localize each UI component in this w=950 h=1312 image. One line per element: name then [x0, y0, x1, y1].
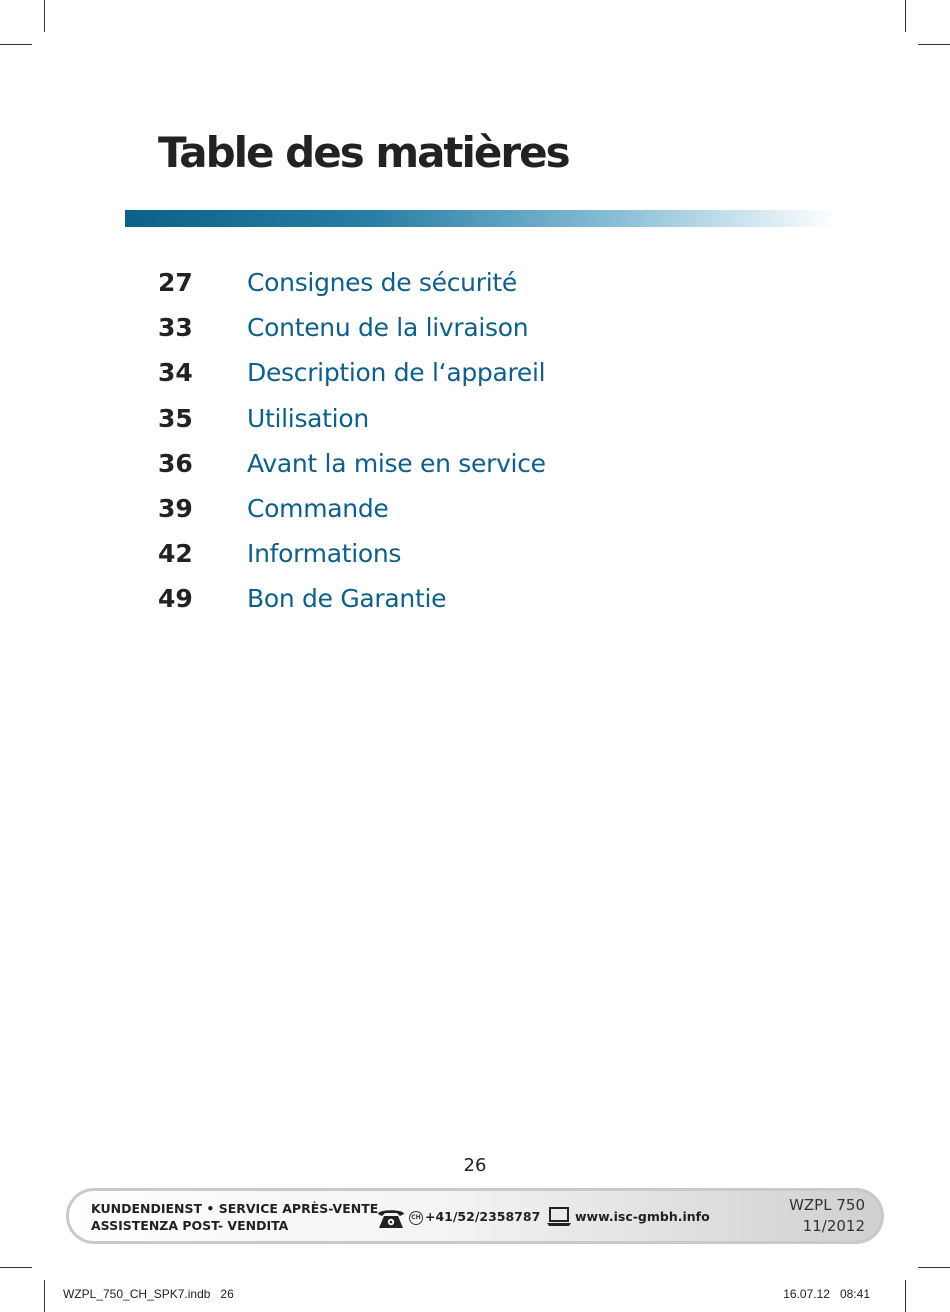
service-line-1: KUNDENDIENST • SERVICE APRÈS-VENTE: [91, 1201, 379, 1216]
crop-mark: [918, 1267, 950, 1268]
toc-entry[interactable]: [158, 358, 758, 403]
phone-number[interactable]: +41/52/2358787: [425, 1209, 541, 1224]
toc-label[interactable]: Avant la mise en service: [247, 448, 546, 478]
page-title: Table des matières: [158, 128, 569, 177]
telephone-icon: [376, 1206, 406, 1230]
toc-page-number: 36: [158, 448, 193, 478]
toc-entry[interactable]: [158, 584, 758, 629]
toc-entry[interactable]: [158, 539, 758, 584]
toc-page-number: 42: [158, 539, 193, 569]
toc-label[interactable]: Consignes de sécurité: [247, 268, 517, 297]
toc-page-number: 39: [158, 493, 193, 523]
toc-page-number: 33: [158, 313, 193, 343]
toc-label[interactable]: Bon de Garantie: [247, 584, 447, 614]
service-footer-inner: [69, 1191, 881, 1241]
toc-page-number: 35: [158, 403, 193, 433]
toc-label[interactable]: Informations: [247, 539, 402, 569]
toc-entry[interactable]: [158, 494, 758, 539]
table-of-contents: [158, 268, 758, 630]
laptop-icon: [546, 1206, 572, 1228]
toc-entry[interactable]: [158, 313, 758, 358]
toc-page-number: 27: [158, 268, 193, 297]
print-slug-timestamp: 16.07.12 08:41: [783, 1287, 870, 1301]
crop-mark: [44, 1280, 45, 1312]
crop-mark: [44, 0, 45, 32]
model-info: [789, 1195, 865, 1237]
model-name: WZPL 750: [789, 1196, 865, 1214]
toc-label[interactable]: Utilisation: [247, 403, 369, 433]
crop-mark: [905, 0, 906, 32]
country-badge: CH: [409, 1211, 423, 1225]
service-label: [91, 1200, 378, 1234]
crop-mark: [0, 44, 32, 45]
service-line-2: ASSISTENZA POST- VENDITA: [91, 1218, 289, 1233]
service-footer: [66, 1188, 884, 1244]
crop-mark: [918, 44, 950, 45]
toc-entry[interactable]: [158, 404, 758, 449]
print-slug-file: WZPL_750_CH_SPK7.indb 26: [63, 1287, 234, 1301]
toc-page-number: 49: [158, 584, 193, 614]
title-gradient-bar: [125, 210, 837, 227]
toc-label[interactable]: Description de l‘appareil: [247, 358, 546, 388]
toc-label[interactable]: Contenu de la livraison: [247, 313, 529, 343]
page-number: 26: [463, 1155, 487, 1176]
model-date: 11/2012: [802, 1217, 865, 1235]
toc-page-number: 34: [158, 358, 193, 388]
crop-mark: [905, 1280, 906, 1312]
toc-entry[interactable]: [158, 268, 758, 313]
website-link[interactable]: www.isc-gmbh.info: [575, 1209, 710, 1224]
crop-mark: [0, 1267, 32, 1268]
toc-label[interactable]: Commande: [247, 493, 389, 523]
toc-entry[interactable]: [158, 449, 758, 494]
